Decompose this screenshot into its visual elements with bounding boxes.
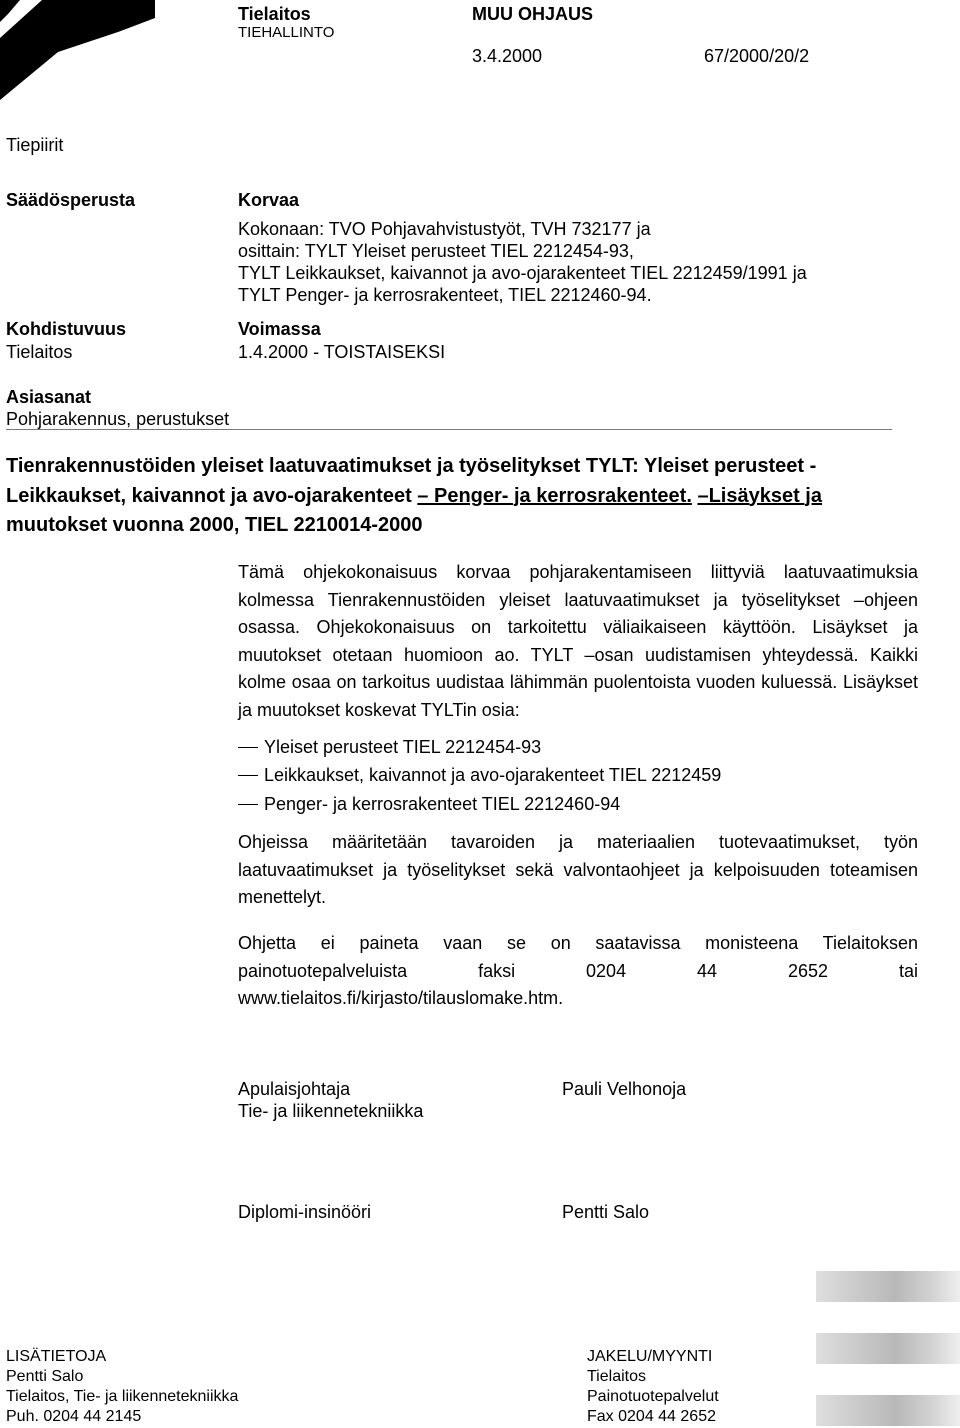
title-underlined-part: –Lisäykset ja	[697, 484, 822, 507]
body-paragraph: Ohjetta ei paineta vaan se on saatavissa monisteena Tielaitoksen painotuotepalveluista faksi 0204 44 2652 tai www.tielaitos.fi/kirjasto/tilauslomake.htm.	[238, 933, 918, 1008]
title-underlined-part: – Penger- ja kerrosrakenteet.	[417, 484, 692, 507]
dash-icon	[238, 775, 258, 776]
document-title	[6, 452, 896, 541]
bullet-item: Yleiset perusteet TIEL 2212454-93	[238, 736, 541, 758]
replaces-line: TYLT Leikkaukset, kaivannot ja avo-ojarakenteet TIEL 2212459/1991 ja	[238, 263, 807, 283]
footer-info-unit: Tielaitos, Tie- ja liikennetekniikka	[6, 1388, 239, 1405]
footer-info-name: Pentti Salo	[6, 1368, 84, 1385]
divider	[6, 429, 892, 430]
validity-value: 1.4.2000 - TOISTAISEKSI	[238, 342, 446, 362]
footer-info-phone: Puh. 0204 44 2145	[6, 1408, 142, 1425]
validity-label: Voimassa	[238, 319, 321, 339]
header-org: Tielaitos	[238, 4, 311, 24]
target-label: Kohdistuvuus	[6, 319, 126, 339]
footer-dist-unit: Painotuotepalvelut	[587, 1388, 719, 1405]
signer-title: Apulaisjohtaja	[238, 1079, 351, 1099]
signer-name: Pentti Salo	[562, 1202, 650, 1222]
bullet-item: Penger- ja kerrosrakenteet TIEL 2212460-94	[238, 793, 620, 815]
decorative-gradient	[816, 1395, 960, 1426]
replaces-line: TYLT Penger- ja kerrosrakenteet, TIEL 2212460-94.	[238, 285, 652, 305]
footer-dist-org: Tielaitos	[587, 1368, 646, 1385]
header-doc-type: MUU OHJAUS	[472, 4, 594, 24]
target-value: Tielaitos	[6, 342, 73, 362]
decorative-gradient	[816, 1333, 960, 1364]
dash-icon	[238, 747, 258, 748]
footer-dist-fax: Fax 0204 44 2652	[587, 1408, 716, 1425]
title-main: Tienrakennustöiden yleiset laatuvaatimukset ja työselitykset TYLT: Yleiset perusteet - Leikkaukset, kaivannot ja avo-ojarakenteet	[6, 455, 817, 507]
decorative-gradient	[816, 1271, 960, 1302]
category: Tiepiirit	[6, 135, 64, 155]
keywords-label: Asiasanat	[6, 387, 92, 407]
replaces-line: Kokonaan: TVO Pohjavahvistustyöt, TVH 732177 ja	[238, 219, 651, 239]
keywords-value: Pohjarakennus, perustukset	[6, 409, 230, 429]
replaces-line: osittain: TYLT Yleiset perusteet TIEL 2212454-93,	[238, 241, 634, 261]
basis-label: Säädösperusta	[6, 190, 136, 210]
dash-icon	[238, 804, 258, 805]
replaces-label: Korvaa	[238, 190, 300, 210]
title-tail: muutokset vuonna 2000, TIEL 2210014-2000	[6, 514, 423, 536]
header-doc-number: 67/2000/20/2	[704, 46, 810, 66]
footer-dist-label: JAKELU/MYYNTI	[587, 1348, 713, 1365]
signer-unit: Tie- ja liikennetekniikka	[238, 1101, 424, 1121]
footer-info-label: LISÄTIETOJA	[6, 1348, 107, 1365]
body-paragraph: Ohjeissa määritetään tavaroiden ja materiaalien tuotevaatimukset, työn laatuvaatimukset ja työselitykset sekä valvontaohjeet ja kelpoisuuden toteamisen menettelyt.	[238, 832, 918, 907]
tielaitos-logo	[0, 0, 155, 100]
signer-title: Diplomi-insinööri	[238, 1202, 372, 1222]
header-date: 3.4.2000	[472, 46, 543, 66]
bullet-item: Leikkaukset, kaivannot ja avo-ojarakenteet TIEL 2212459	[238, 764, 721, 786]
signer-name: Pauli Velhonoja	[562, 1079, 687, 1099]
body-paragraph: Tämä ohjekokonaisuus korvaa pohjarakentamiseen liittyviä laatuvaatimuksia kolmessa Tienrakennustöiden yleiset laatuvaatimukset ja työselitykset –ohjeen osassa. Ohjekokonaisuus on tarkoitettu väliaikaiseen käyttöön. Lisäykset ja muutokset otetaan huomioon ao. TYLT –osan uudistamisen yhteydessä. Kaikki kolme osaa on tarkoitus uudistaa lähimmän puolentoista vuoden kuluessä. Lisäykset ja muutokset koskevat TYLTin osia:	[238, 562, 918, 720]
header-suborg: TIEHALLINTO	[238, 24, 335, 41]
